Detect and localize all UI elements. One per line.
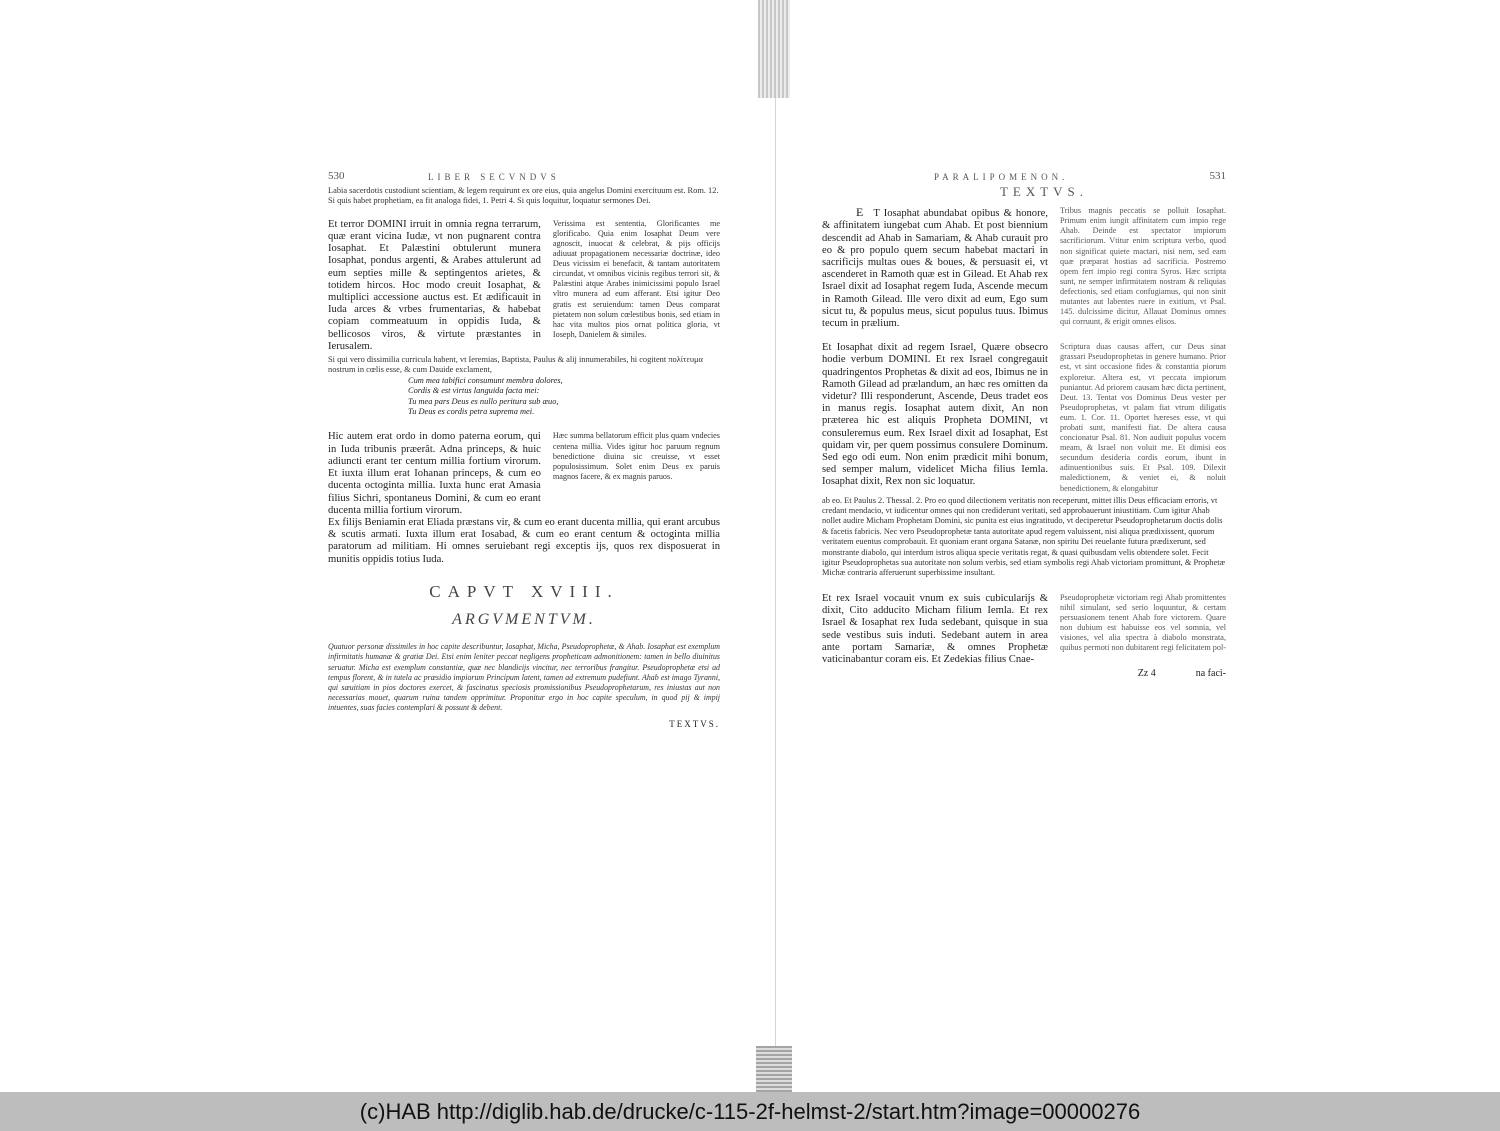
top-note: Labia sacerdotis custodiunt scientiam, & legem requirunt ex ore eius, quia angelus Domini exercituum est. Rom. 12. Si quis habet prophetiam, ea fit analoga fidei, 1. Petri 4. Si quis loquitur, loquatur sermones Dei. bbox=[328, 186, 719, 206]
binding-edge-top bbox=[758, 0, 790, 98]
section-heading: TEXTVS. bbox=[999, 184, 1089, 199]
copyright-footer: (c)HAB http://diglib.hab.de/drucke/c-115-2f-helmst-2/start.htm?image=00000276 bbox=[0, 1092, 1500, 1131]
page-number: 530 bbox=[328, 170, 345, 182]
running-title: PARALIPOMENON. bbox=[934, 172, 1069, 182]
text-section bbox=[822, 593, 1226, 666]
right-page bbox=[822, 170, 1226, 680]
note-text: Si qui vero dissimilia curricula habent, vt Ieremias, Baptista, Paulus & alij innumerabiles, hi cogitent πολίτευμα nostrum in cœlis esse, & cum Dauide exclament, bbox=[328, 355, 703, 375]
note-text: ab eo. Et Paulus 2. Thessal. 2. Pro eo quod dilectionem veritatis non receperunt, mittet illis Deus efficaciam erroris, vt credant mendacio, vt iudicentur omnes qui non crediderunt veritati, sed approbauerunt iniustitiam. Cum igitur Ahab nollet audire Micham Prophetam Domini, sic punita est eius ingratitudo, vt deciperetur Pseudoprophetarum doctis dolis & facetis fabricis. Nec vero Pseudoprophetæ tanta autoritate apud regem valuissent, nisi aliqua prædixissent, quorum veritatem euentus comprobauit. Et quoniam erant organa Satanæ, non spiritu Dei reuelante futura prædixerunt, sed monstrante diabolo, qui interdum istros aliqua specie veritatis regat, & quasi quibusdam velis obtendere solet. Fecit igitur Pseudoprophetas sua autoritate non solum verbis, sed etiam symbolis regi Ahab victoriam promittunt, & Prophetæ Michæ contraria afferuerunt superbissime insultant. bbox=[822, 495, 1226, 578]
commentary: Pseudoprophetæ victoriam regi Ahab promittentes nihil simulant, sed serio loquuntur, & certam persuasionem tenent Ahab fore victorem. Quare non dubium est habuisse eos vel somnia, vel visiones, vel alia spectra à diabolo monstrata, quibus permoti non dubitarent regi felicitatem pol- bbox=[1060, 592, 1226, 653]
left-page bbox=[328, 170, 720, 730]
running-head bbox=[328, 170, 720, 184]
main-text-continuation: Ex filijs Beniamin erat Eliada præstans vir, & cum eo erant ducenta millia, qui erant arcubus & scutis armati. Iuxta illum erat Iosabad, & cum eo erant centum & octoginta millia paratorum ad militiam. Hi omnes seruiebant regi exceptis ijs, quos rex disposuerat in munitis oppidis totius Iuda. bbox=[328, 516, 720, 565]
catchword: TEXTVS. bbox=[669, 718, 720, 729]
verse-quote bbox=[408, 376, 720, 418]
argument-text: Quatuor personæ dissimiles in hoc capite describuntur, Iosaphat, Micha, Pseudoprophetæ, & Ahab. Iosaphat est exemplum infirmitatis humanæ & gratiæ Dei. Etsi enim leniter peccat negligens propheticam admonitionem: tamen in bello diuinitus seruatur. Micha est exemplum constantiæ, quæ nec blandicijs vincitur, nec terroribus frangitur. Pseudoprophetæ etsi ad tempus florent, & in tutela ac præsidio impiorum Principum latent, tamen ad extremum pudefiunt. Ahab est imago Tyranni, qui sæuitiam in pios doctores exercet, & fascinatus speciosis promissionibus Pseudoprophetarum, res iniustas aut non necessarias mouet, quarum ruina tandem opprimitur. Proponitur ergo in hoc capite speculum, in quod pij & impij intuentes, suas facies contemplari & possunt & debent. bbox=[328, 642, 720, 713]
gutter-fold bbox=[775, 98, 776, 1046]
main-text: Et terror DOMINI irruit in omnia regna terrarum, quæ erant vicina Iudæ, vt non pugnarent contra Iosaphat. Et Palæstini obtulerunt munera Iosaphat, pondus argenti, & Arabes attulerunt ad eum septies mille & septingentos arietes, & totidem hircos. Hoc modo creuit Iosaphat, & multiplici accessione auctus est. Et ædificauit in Iuda arces & vrbes frumentarias, & habebat copiam commeatuum in oppidis Iuda, & bellicosos viros, & virtute præstantes in Ierusalem. bbox=[328, 218, 541, 352]
commentary: Scriptura duas causas affert, cur Deus sinat grassari Pseudoprophetas in genere humano. Prior est, vt sint occasione fides & constantia piorum exploretur. Altera est, vt peccata impiorum puniantur. Ad priorem causam hæc dicta pertinent, Deut. 13. Tentat vos Dominus Deus vester per Pseudoprophetas, vt palam fiat vtrum diligatis eum. 1. Cor. 11. Oportet hæreses esse, vt qui probati sunt, manifesti fiat. De altera causa concionatur Psal. 81. Non audiuit populus vocem meam, & Israel non voluit me. Et dimisi eos secundum desideria cordis eorum, ibunt in adinuentionibus suis. Et Psal. 109. Dilexit maledictionem, & veniet ei, & noluit benedictionem, & elongabitur bbox=[1060, 342, 1226, 493]
main-text: Et rex Israel vocauit vnum ex suis cubicularijs & dixit, Cito adducito Micham filium Iemla. Et rex Israel & Iosaphat rex Iuda sedebant, quisque in sua sede vestibus suis induti. Sedebant autem in area ante portam Samariæ, & omnes Prophetæ vaticinabantur coram eis. Et Zedekias filius Cnae- bbox=[822, 592, 1048, 665]
main-text-body: T Iosaphat abundabat opibus & honore, & affinitatem iungebat cum Ahab. Et post biennium descendit ad Ahab in Samariam, & Ahab curauit pro eo & pro populo quem secum habebat mactari in sacrificijs multas oues & boues, & persuasit ei, vt ascenderet in Ramoth quæ est in Gilead. Et Ahab rex Israel dixit ad Iosaphat regem Iuda, Ascende mecum in Ramoth Gilead. Ille vero dixit ad eum, Ego sum sicut tu, & populus meus, sicut populus tuus. Ibimus tecum in prælium. bbox=[822, 208, 1048, 330]
page-number: 531 bbox=[1209, 170, 1226, 182]
page-foot bbox=[822, 668, 1226, 680]
main-text: Et Iosaphat dixit ad regem Israel, Quære obsecro hodie verbum DOMINI. Et rex Israel congregauit quadringentos Prophetas & dixit ad eos, Ibimus ne in Ramoth Gilead ad prælandum, an hæc res omitten da videtur? Illi responderunt, Ascende, Deus tradet eos in manus regis. Iosaphat autem dixit, An non præterea hic est aliquis Propheta DOMINI, vt consuleremus eum. Rex Israel dixit ad Iosaphat, Est quidam vir, per quem possimus consulere Dominum. Sed ego odi eum. Non enim prædicit mihi bonum, sed semper malum, videlicet Micha filius Iemla. Iosaphat dixit, Rex non sic loquatur. bbox=[822, 342, 1048, 488]
main-text bbox=[822, 206, 1048, 330]
drop-capital: E bbox=[856, 205, 864, 220]
binding-edge-bottom bbox=[756, 1046, 792, 1092]
text-section bbox=[328, 219, 720, 353]
verse-line: Tu mea pars Deus es nullo peritura sub æuo, bbox=[408, 396, 559, 406]
running-title: LIBER SECVNDVS bbox=[428, 172, 560, 182]
commentary: Tribus magnis peccatis se polluit Iosaphat. Primum enim iungit affinitatem cum impio rege Ahab. Deinde est spectator impiorum sacrificiorum. Vtitur enim scriptura verbo, quod non significat quiete mactari, nisi nem, sed eam quæ præparat hostias ad sacrificia. Postremo opem fert impio regi contra Syros. Hæc scripta sunt, ne semper infirmitatem nostram & reliquias defectionis, sed etiam confugiamus, qui non sinit mutantes aut labentes ruere in exitium, vt Psal. 145. dulcissime dicitur, Allauat Dominus omnes qui corruunt, & erigit omnes elisos. bbox=[1060, 206, 1226, 327]
verse-line: Cum mea tabifici consumunt membra dolores, bbox=[408, 375, 563, 385]
commentary: Verissima est sententia, Glorificantes me glorificabo. Quia enim Iosaphat Deum vere agnoscit, inuocat & celebrat, & pijs officijs adiuuat propagationem necessariæ doctrinæ, ideo Deus vicissim ei benefacit, & tantam autoritatem circundat, vt omnibus vicinis regibus terrori sit, & Palæstini atque Arabes inimicissimi populo Israel vltro munera ad eum afferant. Etsi igitur Deo gratis est seruiendum: tamen Deus comparat pietatem non solum cœlestibus bonis, sed etiam in hac vita multos pios ornat politica gloria, vt Ioseph, Danielem & similes. bbox=[552, 218, 720, 339]
catchword: na faci- bbox=[1195, 668, 1226, 680]
text-section bbox=[328, 431, 720, 516]
commentary: Hæc summa bellatorum efficit plus quam vndecies centena millia. Vides igitur hoc paruum regnum benedictione diuina sic creuisse, vt esset populosissimum. Solet enim Deus ex paruis magnos facere, & ex magnis paruos. bbox=[552, 431, 720, 481]
verse-line: Tu Deus es cordis petra suprema mei. bbox=[408, 407, 535, 417]
verse-line: Cordis & est virtus languida facta mei: bbox=[408, 386, 540, 396]
main-text: Hic autem erat ordo in domo paterna eorum, qui in Iuda tribunis præerât. Adna princeps, & huic adiuncti erant ter centum millia fortium virorum. Et iuxta illum erat Iohanan princeps, & cum eo ducenta octoginta millia. Iuxta hunc erat Amasia filius Sichri, spontaneus Domini, & cum eo erant ducenta millia fortium virorum. bbox=[328, 431, 541, 516]
running-head bbox=[822, 170, 1226, 184]
signature-mark: Zz 4 bbox=[1137, 668, 1156, 680]
chapter-title: CAPVT XVIII. bbox=[429, 581, 619, 601]
text-section bbox=[822, 206, 1226, 330]
text-section bbox=[822, 342, 1226, 493]
argument-title: ARGVMENTVM. bbox=[452, 610, 596, 628]
